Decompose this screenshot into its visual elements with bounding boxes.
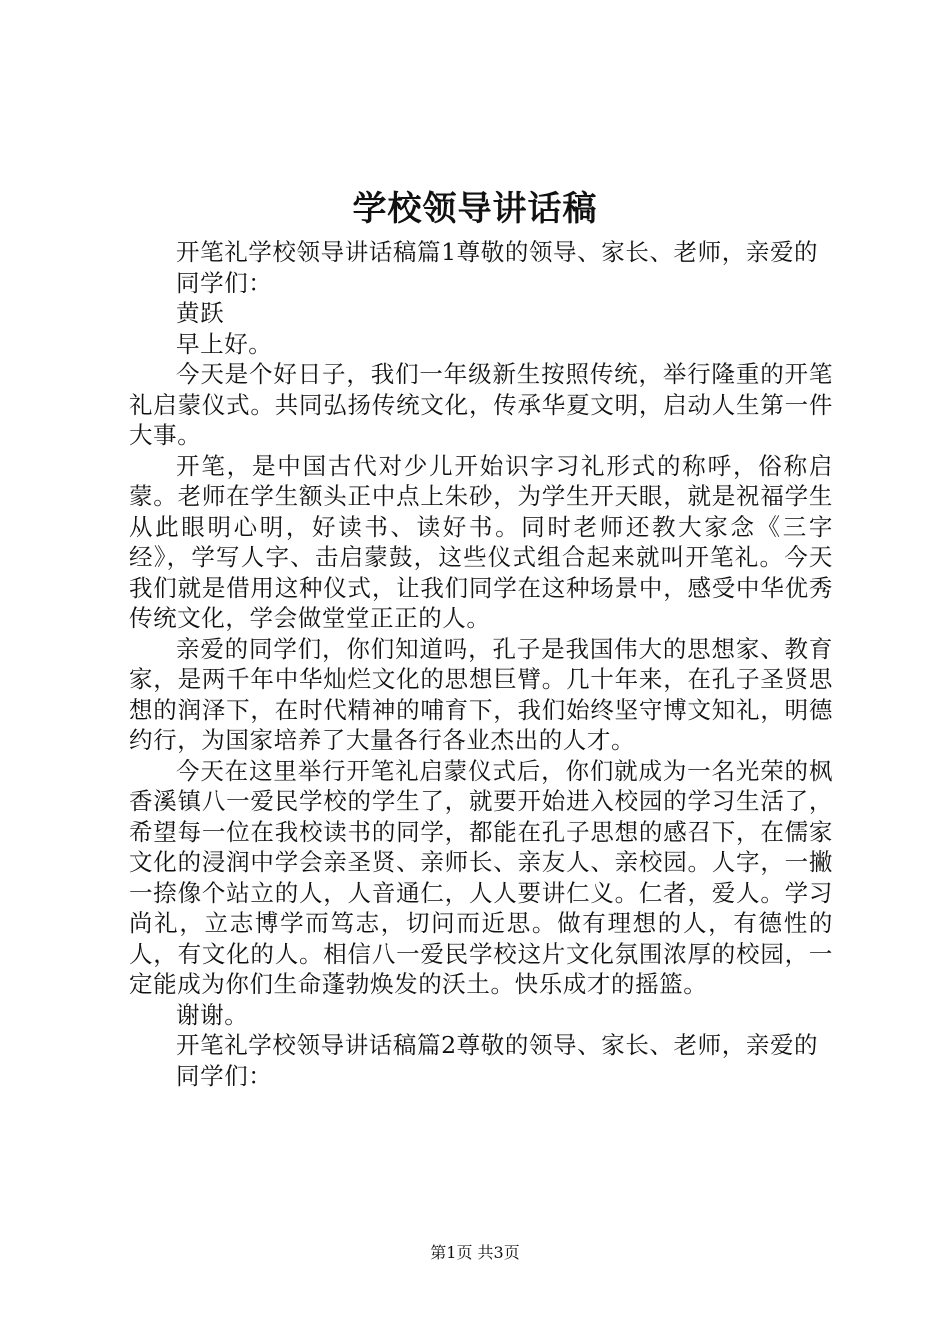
- paragraph: 开笔礼学校领导讲话稿篇1尊敬的领导、家长、老师，亲爱的: [176, 238, 819, 266]
- paragraph: 今天在这里举行开笔礼启蒙仪式后，你们就成为一名光荣的枫香溪镇八一爱民学校的学生了，就要开始进入校园的学习生活了，希望每一位在我校读书的同学，都能在孔子思想的感召下，在儒家文化的浸润中学会亲圣贤、亲师长、亲友人、亲校园。人字，一撇一捺像个站立的人，人音通仁，人人要讲仁义。仁者，爱人。学习尚礼，立志博学而笃志，切问而近思。做有理想的人，有德性的人，有文化的人。相信八一爱民学校这片文化氛围浓厚的校园，一定能成为你们生命蓬勃焕发的沃土。快乐成才的摇篮。: [129, 756, 833, 998]
- paragraph: 同学们：: [176, 268, 273, 297]
- paragraph: 开笔礼学校领导讲话稿篇2尊敬的领导、家长、老师，亲爱的: [176, 1031, 819, 1059]
- paragraph: 黄跃: [176, 299, 225, 327]
- paragraph: 早上好。: [176, 329, 273, 358]
- paragraph: 今天是个好日子，我们一年级新生按照传统，举行隆重的开笔礼启蒙仪式。共同弘扬传统文化，传承华夏文明，启动人生第一件大事。: [129, 360, 833, 449]
- paragraph: 同学们：: [176, 1061, 273, 1090]
- document-body: [129, 237, 833, 1091]
- paragraph: 开笔，是中国古代对少儿开始识字习礼形式的称呼，俗称启蒙。老师在学生额头正中点上朱砂，为学生开天眼，就是祝福学生从此眼明心明，好读书、读好书。同时老师还教大家念《三字经》，学写人字、击启蒙鼓，这些仪式组合起来就叫开笔礼。今天我们就是借用这种仪式，让我们同学在这种场景中，感受中华优秀传统文化，学会做堂堂正正的人。: [129, 451, 833, 632]
- page-footer: 第1页 共3页: [430, 1243, 520, 1262]
- paragraph: 亲爱的同学们，你们知道吗，孔子是我国伟大的思想家、教育家，是两千年中华灿烂文化的思想巨臂。几十年来，在孔子圣贤思想的润泽下，在时代精神的哺育下，我们始终坚守博文知礼，明德约行，为国家培养了大量各行各业杰出的人才。: [129, 634, 833, 754]
- paragraph: 谢谢。: [176, 1000, 249, 1029]
- document-title: 学校领导讲话稿: [352, 189, 598, 229]
